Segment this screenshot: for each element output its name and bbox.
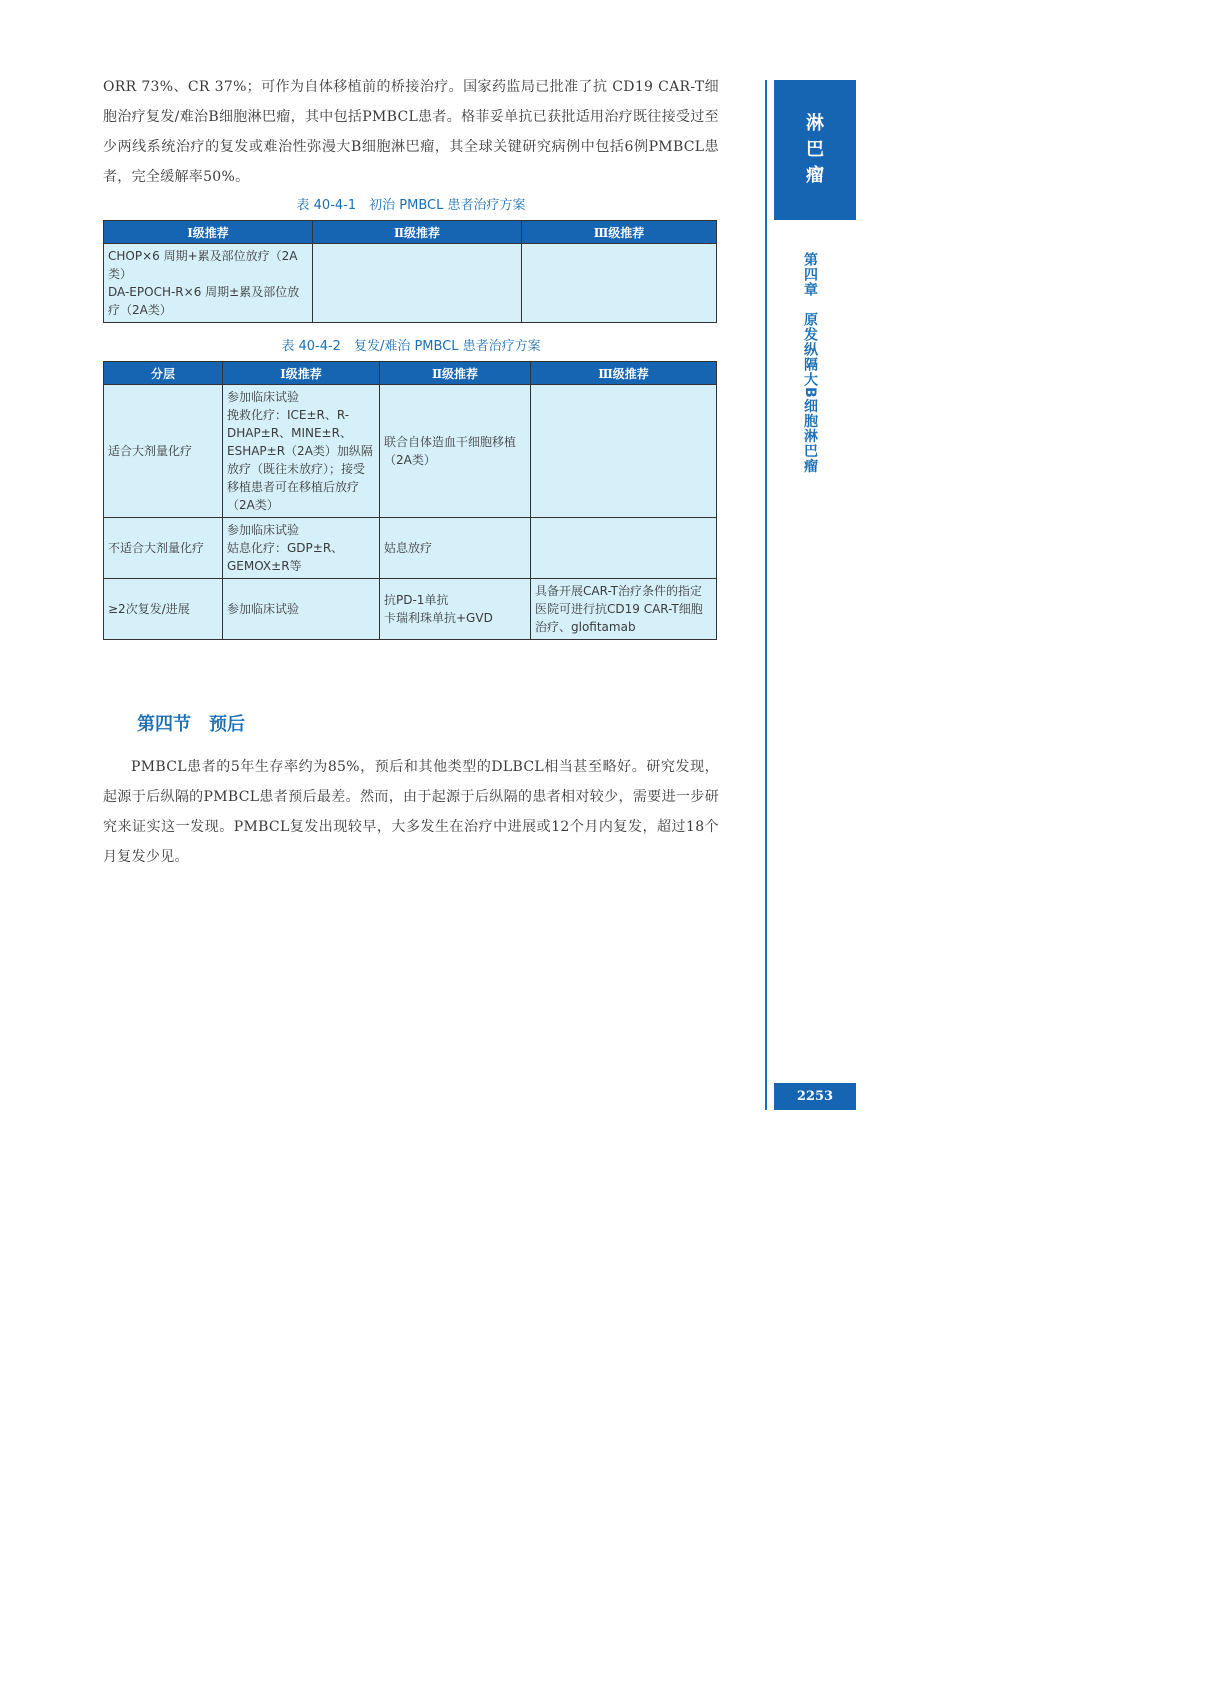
- cell-level2: [380, 579, 531, 640]
- header-level3: Ⅲ级推荐: [522, 221, 717, 244]
- header-level2: Ⅱ级推荐: [313, 221, 522, 244]
- intro-paragraph: ORR 73%、CR 37%；可作为自体移植前的桥接治疗。国家药监局已批准了抗 CD19 CAR-T细胞治疗复发/难治B细胞淋巴瘤，其中包括PMBCL患者。格菲妥单抗已获批适用治疗既往接受过至少两线系统治疗的复发或难治性弥漫大B细胞淋巴瘤，其全球关键研究病例中包括6例PMBCL患者，完全缓解率50%。: [103, 79, 719, 185]
- cell-level1: [223, 385, 380, 518]
- cell-text: 抗PD-1单抗: [384, 593, 449, 607]
- table-row: [104, 579, 717, 640]
- prognosis-section: [103, 752, 719, 872]
- cell-stratum: ≥2次复发/进展: [104, 579, 223, 640]
- cell-stratum: 不适合大剂量化疗: [104, 518, 223, 579]
- margin-divider: [765, 80, 767, 1110]
- page-number: 2253: [774, 1083, 856, 1110]
- header-level2: Ⅱ级推荐: [380, 362, 531, 385]
- cell-level3: [531, 518, 717, 579]
- cell-text: 参加临床试验: [227, 390, 300, 404]
- cell-text: 参加临床试验: [227, 602, 300, 616]
- cell-level2: 联合自体造血干细胞移植（2A类）: [380, 385, 531, 518]
- cell-level1: [223, 579, 380, 640]
- header-level3: Ⅲ级推荐: [531, 362, 717, 385]
- chapter-title: 第四章 原发纵隔大B细胞淋巴瘤: [802, 252, 818, 474]
- cell-text: 姑息化疗：GDP±R、GEMOX±R等: [227, 541, 344, 573]
- header-stratum: 分层: [104, 362, 223, 385]
- section-heading: 第四节 预后: [137, 714, 245, 735]
- table-relapsed-treatment: [103, 361, 717, 640]
- cell-level3: 具备开展CAR-T治疗条件的指定医院可进行抗CD19 CAR-T细胞治疗、glofitamab: [531, 579, 717, 640]
- cell-level3: [531, 385, 717, 518]
- table-initial-treatment: [103, 220, 717, 323]
- main-content: [103, 72, 719, 640]
- table2-title: 表 40-4-2 复发/难治 PMBCL 患者治疗方案: [281, 339, 541, 354]
- header-level1: Ⅰ级推荐: [104, 221, 313, 244]
- table-header-row: [104, 362, 717, 385]
- side-tab: [774, 80, 856, 220]
- cell-text: 挽救化疗：ICE±R、R-DHAP±R、MINE±R、ESHAP±R（2A类）加纵隔放疗（既往未放疗）；接受移植患者可在移植后放疗（2A类）: [227, 408, 373, 512]
- prognosis-paragraph: PMBCL患者的5年生存率约为85%，预后和其他类型的DLBCL相当甚至略好。研究发现，起源于后纵隔的PMBCL患者预后最差。然而，由于起源于后纵隔的患者相对较少，需要进一步研究来证实这一发现。PMBCL复发出现较早，大多发生在治疗中进展或12个月内复发，超过18个月复发少见。: [103, 759, 719, 865]
- cell-level2: 姑息放疗: [380, 518, 531, 579]
- side-tab-char: 巴: [806, 139, 824, 160]
- cell-text: DA-EPOCH-R×6 周期±累及部位放疗（2A类）: [108, 285, 300, 317]
- table-row: [104, 244, 717, 323]
- cell-level3: [522, 244, 717, 323]
- cell-level1: [104, 244, 313, 323]
- cell-text: 卡瑞利珠单抗+GVD: [384, 611, 493, 625]
- table-row: [104, 385, 717, 518]
- cell-stratum: 适合大剂量化疗: [104, 385, 223, 518]
- side-tab-char: 淋: [806, 113, 824, 134]
- table-header-row: [104, 221, 717, 244]
- side-tab-char: 瘤: [806, 165, 824, 186]
- header-level1: Ⅰ级推荐: [223, 362, 380, 385]
- cell-level1: [223, 518, 380, 579]
- cell-text: CHOP×6 周期+累及部位放疗（2A类）: [108, 249, 298, 281]
- cell-text: 参加临床试验: [227, 523, 300, 537]
- cell-level2: [313, 244, 522, 323]
- table1-title: 表 40-4-1 初治 PMBCL 患者治疗方案: [296, 198, 526, 213]
- table-row: [104, 518, 717, 579]
